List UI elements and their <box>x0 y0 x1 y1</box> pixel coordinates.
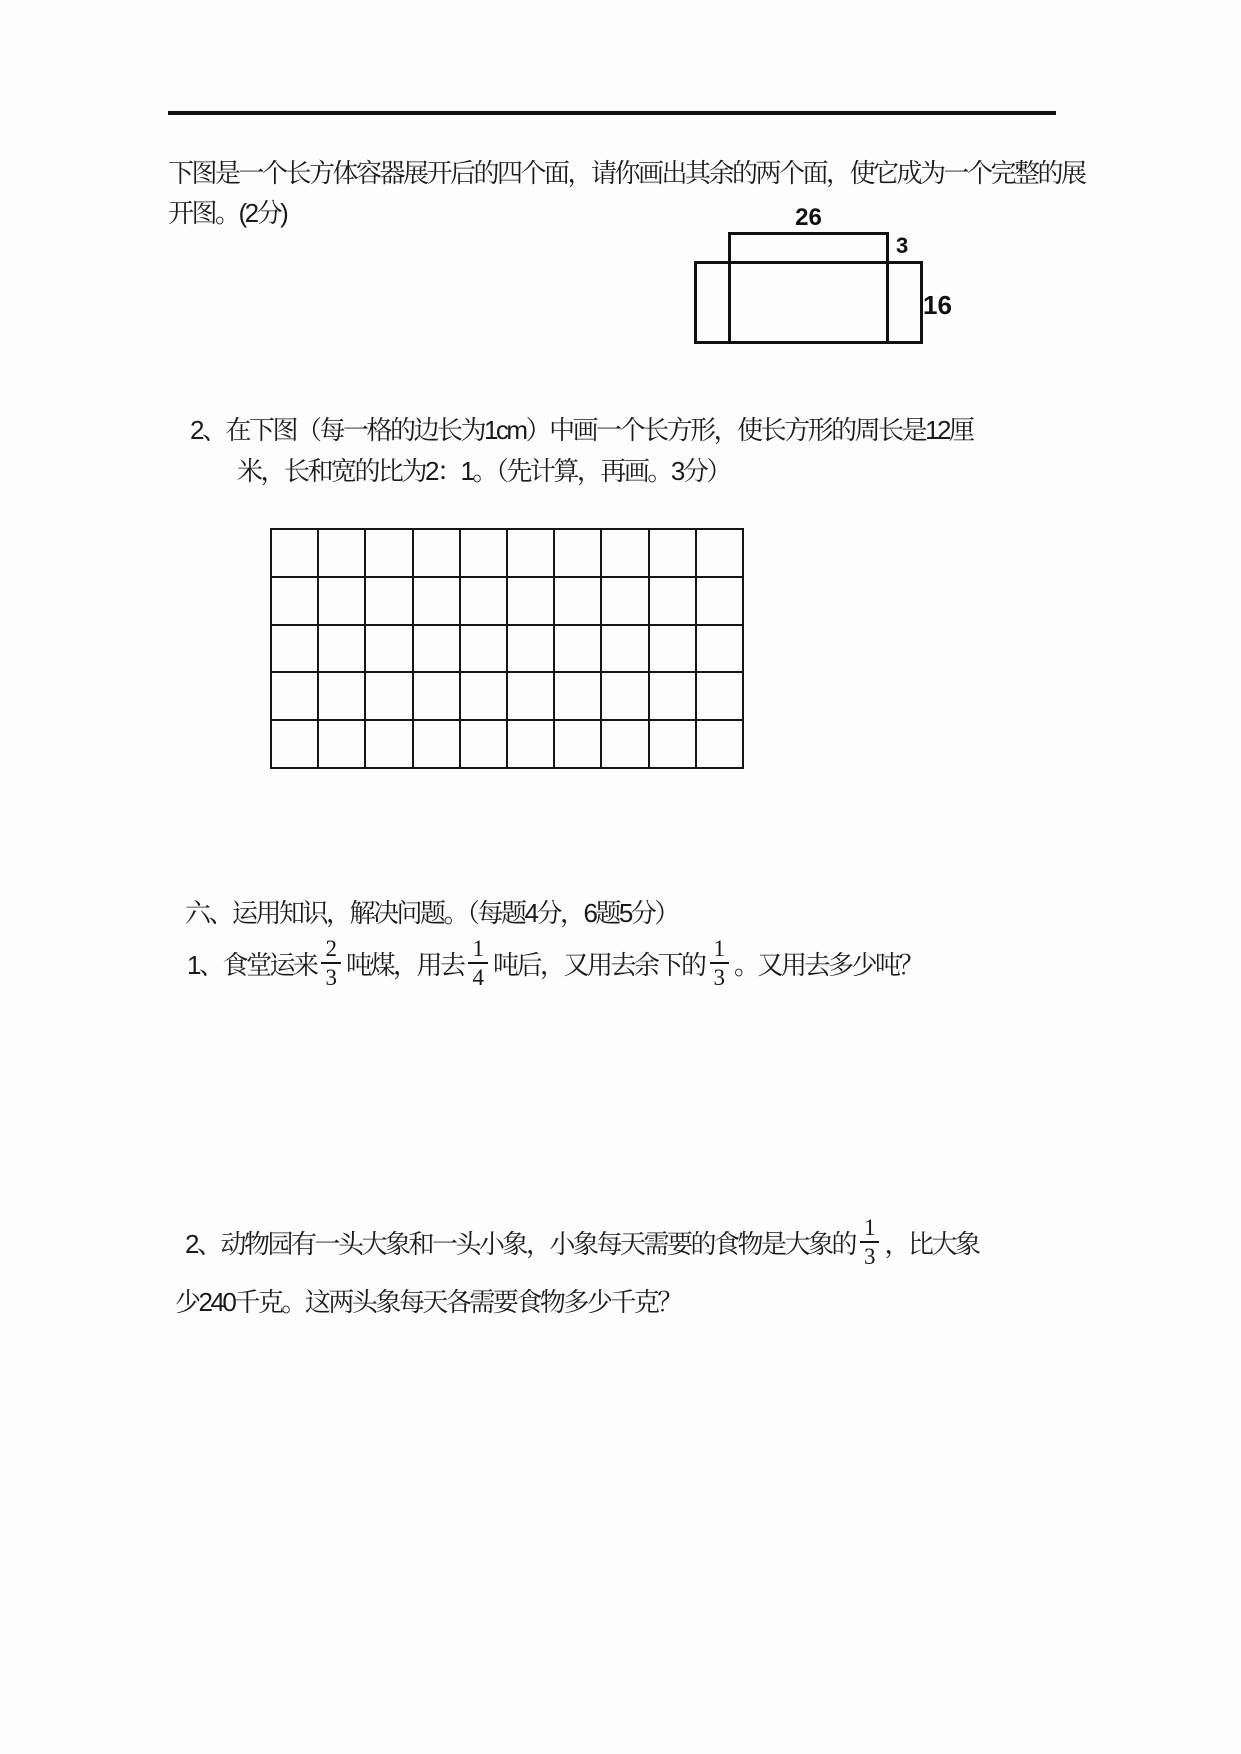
diagram-right-fold-line <box>886 261 889 344</box>
fraction-numerator: 1 <box>468 936 488 964</box>
problem-1-part1: 1、食堂运来 <box>187 949 317 980</box>
question-unfold-line2: 开图。(2分) <box>168 198 287 228</box>
grid-cell <box>554 672 601 720</box>
grid-cell <box>318 529 365 577</box>
grid-cell <box>696 529 743 577</box>
grid-cell <box>413 625 460 673</box>
diagram-flap-height-label: 3 <box>896 233 909 258</box>
section-six-heading: 六、运用知识，解决问题。（每题4分，6题5分） <box>185 898 678 928</box>
cuboid-net-diagram <box>694 204 954 382</box>
fraction-two-thirds <box>321 936 341 991</box>
grid-cell <box>649 672 696 720</box>
fraction-one-third <box>710 936 730 991</box>
problem-2-line1 <box>185 1214 978 1270</box>
grid-cell <box>318 720 365 768</box>
grid-cell <box>649 577 696 625</box>
grid-cell <box>554 720 601 768</box>
problem-1-part4: 。又用去多少吨？ <box>734 949 923 980</box>
grid-cell <box>271 672 318 720</box>
question-rectangle-line2: 米，长和宽的比为2：1。（先计算，再画。3分） <box>237 456 730 486</box>
grid-cell <box>649 529 696 577</box>
grid-cell <box>460 625 507 673</box>
grid-cell <box>365 529 412 577</box>
grid-cell <box>413 577 460 625</box>
grid-cell <box>554 625 601 673</box>
fraction-numerator: 2 <box>321 936 341 964</box>
grid-cell <box>460 577 507 625</box>
drawing-grid <box>270 528 744 769</box>
problem-1-text <box>187 935 922 991</box>
problem-2-part2: ，比大象 <box>884 1228 979 1259</box>
fraction-denominator: 3 <box>325 965 337 990</box>
grid-cell <box>365 720 412 768</box>
grid-cell <box>696 577 743 625</box>
fraction-one-third <box>860 1215 880 1270</box>
grid-cell <box>696 672 743 720</box>
grid-cell <box>601 625 648 673</box>
grid-cell <box>649 720 696 768</box>
fraction-numerator: 1 <box>860 1215 880 1243</box>
grid-cell <box>601 720 648 768</box>
grid-cell <box>554 577 601 625</box>
question-unfold-line1: 下图是一个长方体容器展开后的四个面，请你画出其余的两个面，使它成为一个完整的展 <box>168 158 1085 188</box>
grid-cell <box>460 672 507 720</box>
diagram-side-height-label: 16 <box>923 290 952 320</box>
grid-cell <box>318 672 365 720</box>
grid-cell <box>649 625 696 673</box>
grid-cell <box>507 672 554 720</box>
grid-cell <box>696 625 743 673</box>
grid-cell <box>271 625 318 673</box>
diagram-width-label: 26 <box>795 204 822 231</box>
fraction-one-fourth <box>468 936 488 991</box>
grid-cell <box>601 529 648 577</box>
problem-1-part3: 吨后，又用去余下的 <box>492 949 705 980</box>
fraction-numerator: 1 <box>710 936 730 964</box>
diagram-left-fold-line <box>728 261 731 344</box>
grid-cell <box>460 529 507 577</box>
grid-cell <box>413 720 460 768</box>
fraction-denominator: 4 <box>472 965 484 990</box>
fraction-denominator: 3 <box>863 1244 876 1269</box>
grid-cell <box>460 720 507 768</box>
grid-cell <box>507 625 554 673</box>
grid-cell <box>507 577 554 625</box>
question-rectangle-line1: 2、在下图（每一格的边长为1cm）中画一个长方形，使长方形的周长是12厘 <box>190 415 973 445</box>
grid-cell <box>318 577 365 625</box>
grid-cell <box>601 577 648 625</box>
grid-cell <box>601 672 648 720</box>
grid-cell <box>365 672 412 720</box>
grid-cell <box>271 720 318 768</box>
problem-2-part1: 2、动物园有一头大象和一头小象，小象每天需要的食物是大象的 <box>185 1228 855 1259</box>
grid-cell <box>507 529 554 577</box>
grid-cell <box>365 625 412 673</box>
diagram-top-face-rect <box>728 232 889 264</box>
grid-cell <box>271 529 318 577</box>
grid-cell <box>507 720 554 768</box>
grid-cell <box>413 672 460 720</box>
grid-cell <box>271 577 318 625</box>
fraction-denominator: 3 <box>713 965 725 990</box>
problem-1-part2: 吨煤，用去 <box>345 949 464 980</box>
grid-cell <box>696 720 743 768</box>
question-unfold-text <box>168 153 1085 233</box>
grid-cell <box>413 529 460 577</box>
problem-2-line2: 少240千克。这两头象每天各需要食物多少千克？ <box>175 1287 681 1317</box>
grid-cell <box>318 625 365 673</box>
grid-cell <box>554 529 601 577</box>
grid-cell <box>365 577 412 625</box>
section-divider-rule <box>168 111 1056 115</box>
